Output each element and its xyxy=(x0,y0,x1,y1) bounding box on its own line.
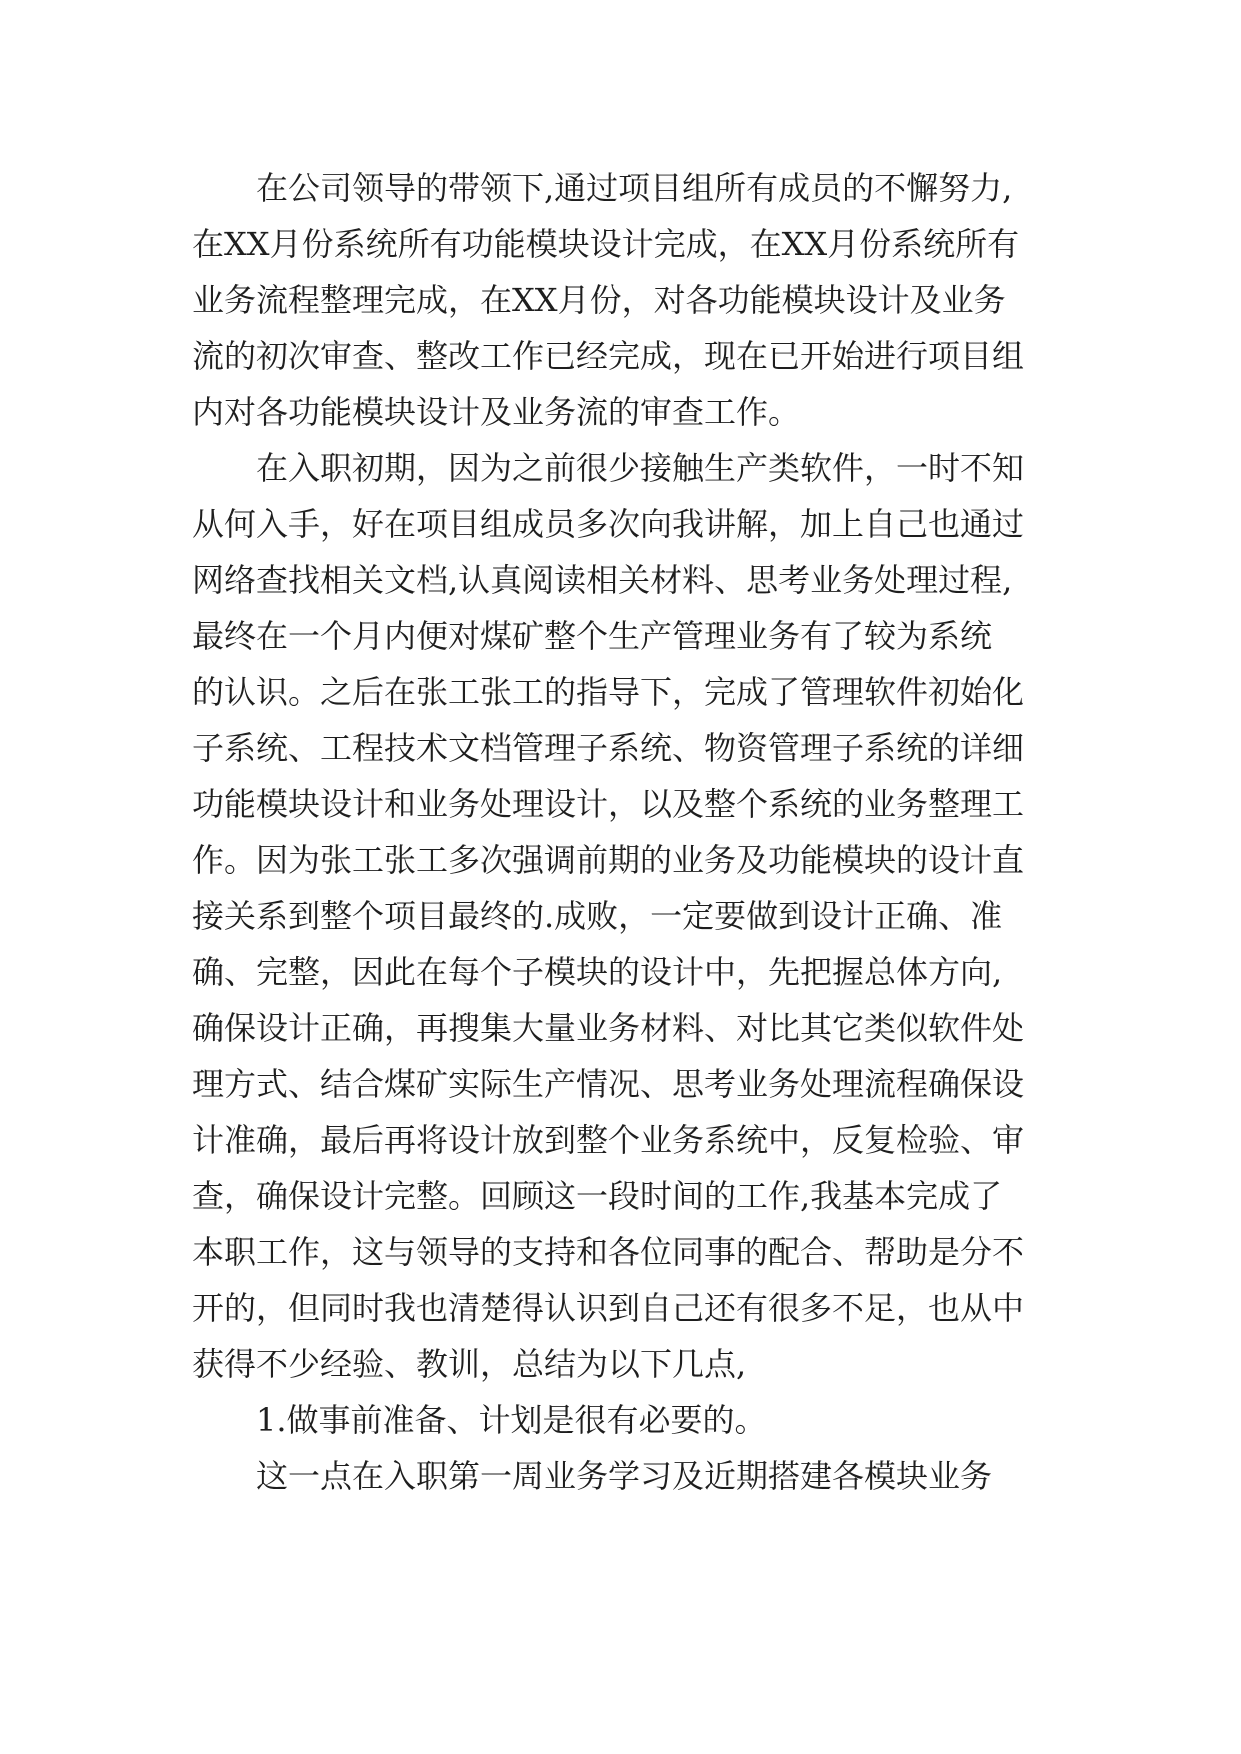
text-line: 作。因为张工张工多次强调前期的业务及功能模块的设计直 xyxy=(192,841,1025,879)
text-line: 获得不少经验、教训，总结为以下几点, xyxy=(192,1345,747,1383)
text-line: 在入职初期，因为之前很少接触生产类软件，一时不知 xyxy=(256,449,1025,487)
text-line: 1.做事前准备、计划是很有必要的。 xyxy=(256,1401,767,1439)
text-line: 的认识。之后在张工张工的指导下，完成了管理软件初始化 xyxy=(192,673,1025,711)
text-line: 接关系到整个项目最终的.成败，一定要做到设计正确、准 xyxy=(192,897,1003,935)
text-line: 流的初次审查、整改工作已经完成，现在已开始进行项目组 xyxy=(192,337,1025,375)
text-line: 业务流程整理完成，在XX月份，对各功能模块设计及业务 xyxy=(192,281,1006,319)
text-line: 理方式、结合煤矿实际生产情况、思考业务处理流程确保设 xyxy=(192,1065,1025,1103)
text-line: 子系统、工程技术文档管理子系统、物资管理子系统的详细 xyxy=(192,729,1025,767)
text-line: 计准确，最后再将设计放到整个业务系统中，反复检验、审 xyxy=(192,1121,1025,1159)
text-line: 查，确保设计完整。回顾这一段时间的工作,我基本完成了 xyxy=(192,1177,1003,1215)
text-line: 最终在一个月内便对煤矿整个生产管理业务有了较为系统 xyxy=(192,617,993,655)
text-line: 从何入手，好在项目组成员多次向我讲解，加上自己也通过 xyxy=(192,505,1025,543)
text-line: 确保设计正确，再搜集大量业务材料、对比其它类似软件处 xyxy=(192,1009,1025,1047)
text-line: 内对各功能模块设计及业务流的审查工作。 xyxy=(192,393,801,431)
text-line: 在公司领导的带领下,通过项目组所有成员的不懈努力, xyxy=(256,169,1013,207)
text-line: 本职工作，这与领导的支持和各位同事的配合、帮助是分不 xyxy=(192,1233,1025,1271)
text-line: 确、完整，因此在每个子模块的设计中，先把握总体方向, xyxy=(192,953,1003,991)
text-line: 开的，但同时我也清楚得认识到自己还有很多不足，也从中 xyxy=(192,1289,1025,1327)
text-line: 在XX月份系统所有功能模块设计完成，在XX月份系统所有 xyxy=(192,225,1020,263)
body-text xyxy=(192,160,1072,1504)
text-line: 功能模块设计和业务处理设计，以及整个系统的业务整理工 xyxy=(192,785,1025,823)
text-line: 网络查找相关文档,认真阅读相关材料、思考业务处理过程, xyxy=(192,561,1013,599)
text-line: 这一点在入职第一周业务学习及近期搭建各模块业务 xyxy=(256,1457,993,1495)
